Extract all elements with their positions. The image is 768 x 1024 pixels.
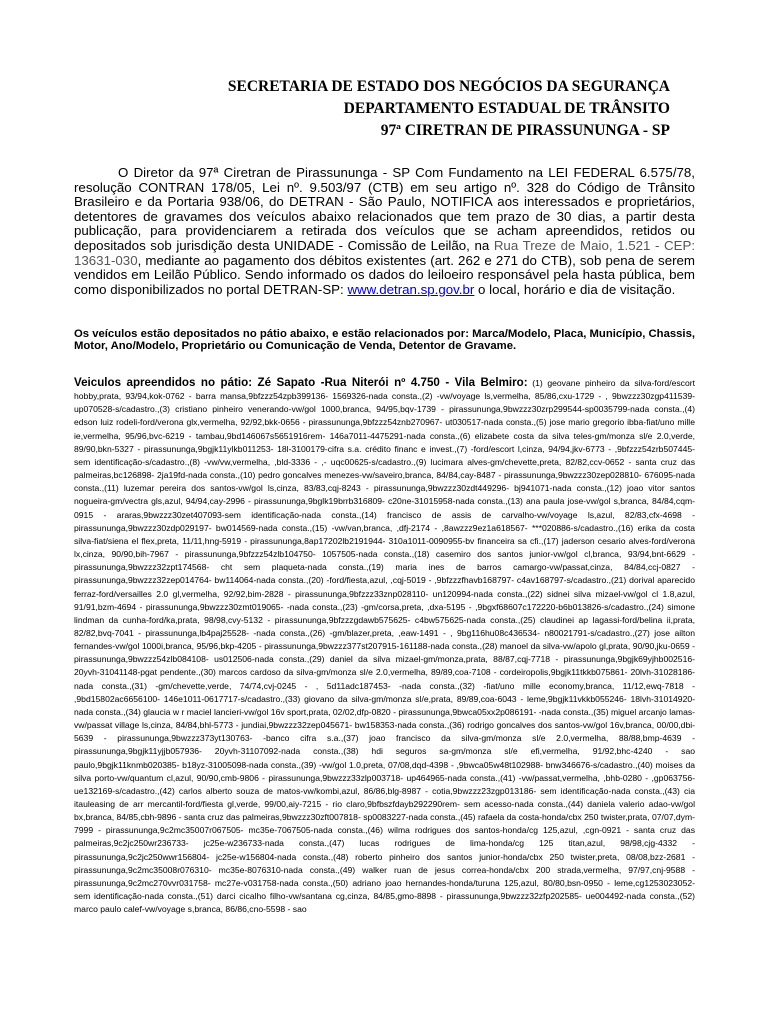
header-secretaria: SECRETARIA DE ESTADO DOS NEGÓCIOS DA SEGURANÇA — [227, 78, 670, 95]
document-header — [150, 76, 670, 142]
notice-text-part2: , mediante ao pagamento dos débitos existentes (art. 262 e 271 do CTB), sob pena de serem vendidos em Leilão Público. Sendo informado os dados do leiloeiro responsável pela hasta pública, bem como disponibilizados no portal DETRAN-SP: — [74, 252, 695, 297]
vehicles-summary: Os veículos estão depositados no pátio abaixo, e estão relacionados por: Marca/Modelo, Placa, Município, Chassis, Motor, Ano/Modelo, Proprietário ou Comunicação de Venda, Detentor de Gravame. — [74, 328, 695, 353]
detran-portal-link[interactable]: www.detran.sp.gov.br — [347, 281, 475, 297]
header-departamento: DEPARTAMENTO ESTADUAL DE TRÂNSITO — [343, 100, 670, 117]
header-ciretran: 97ª CIRETRAN DE PIRASSUNUNGA - SP — [380, 122, 670, 139]
listing-body: (1) geovane pinheiro da silva-ford/escort hobby,prata, 93/94,kok-0762 - barra mansa,9bfzzz54zpb399136- 1569326-nada consta.,(2) -vw/voyage ls,vermelha, 85/86,cxu-1729 - , 9bwzzz30zgp411539- up070528-s/cadastro.,(3) cristiano pinheiro venerando-vw/gol 1000,branca, 94/95,bqv-1739 - pirassununga,9bwzzz30zrp299544-sp0035799-nada consta.,(4) edson luiz rodeli-ford/verona glx,vermelha, 92/92,bkk-0656 - pirassununga,9bfzzz54znb270967- ut030517-nada consta.,(5) jose mario gregorio ibba-fiat/uno mille ie,vermelha, 95/96,bvc-6219 - tambau,9bd146067s5651916rem- 146a7011-4475291-nada consta.,(6) elizabete costa da silva teles-gm/monza sl/e 2.0,verde, 89/90,bkn-5327 - pirassununga,9bgjk11ylkb011253- 18l-3100179-cifra s.a. crédito financ e invest.,(7) -ford/escort l,cinza, 94/94,jkv-6773 - ,9bfzzz54zrb507445- sem identificação-s/cadastro.,(8) -vw/vw,vermelha, ,bld-3336 - ,- uqc00625-s/cadastro.,(9) lucimara alves-gm/chevette,preta, 82/82,ccv-0652 - santa cruz das palmeiras,bc126898- 2ja19fd-nada consta.,(10) pedro goncalves menezes-vw/saveiro,branca, 84/84,cay-8487 - pirassununga,9bwzzz30zep028810- 676095-nada consta.,(11) luzemar pereira dos santos-vw/gol ls,cinza, 83/83,cqj-8243 - pirassununga,9bwzzz30zdt449296- bj941071-nada consta.,(12) joao vitor santos nogueira-gm/vectra gls,azul, 94/94,cay-2996 - pirassununga,9bglk19brrb316809- c20ne-31015958-nada consta.,(13) ana paula jose-vw/gol s,branca, 84/84,cqm-0915 - araras,9bwzzz30zet407093-sem identificação-nada consta.,(14) francisco de assis de carvalho-vw/voyage ls,azul, 82/83,cfx-4698 - pirassununga,9bwzzz30zdp029197- bw014569-nada consta.,(15) -vw/van,branca, ,dfj-2174 - ,8awzzz9ez1a618567- ***020886-s/cadastro.,(16) erika da costa silva-fiat/siena el flex,preta, 11/11,hng-5919 - pirassununga,8ap17202lb2191944- 310a1011-0090955-bv financeira sa cfi.,(17) jaderson cesario alves-ford/verona lx,cinza, 90/90,bih-7967 - pirassununga,9bfzzz54zlb104750- 1057505-nada consta.,(18) casemiro dos santos junior-vw/gol cl,branca, 93/94,bnt-6629 - pirassununga,9bwzzz32zpt174568- cht sem plaqueta-nada consta.,(19) maria ines de barros camargo-vw/passat,cinza, 84/84,ccj-0827 - pirassununga,9bwzzz32zep014764- bw114064-nada consta.,(20) -ford/fiesta,azul, ,cqj-5019 - ,9bfzzzfhavb168797- c4av168797-s/cadastro.,(21) dorival aparecido ferraz-ford/versailles 2.0 gl,vermelha, 92/92,bim-2828 - pirassununga,9bfzzz33znp028110- un120994-nada consta.,(22) sidnei silva mizael-vw/gol cl 1.8,azul, 91/91,bzm-4694 - pirassununga,9bwzzz30zmt019065- -nada consta.,(23) -gm/corsa,preta, ,dxa-5195 - ,9bgxf68607c172220-b6b013826-s/cadastro.,(24) simone lindman da cunha-ford/ka,prata, 98/98,cvy-5132 - pirassununga,9bfzzzgdawb575625- c4bw575625-nada consta.,(25) claudinei ap lagassi-ford/belina ii,prata, 82/82,bvq-7041 - pirassununga,lb4paj25528- -nada consta.,(26) -gm/blazer,preta, ,eaw-1491 - , 9bg116hu08c436534- n80021791-s/cadastro.,(27) jose ailton fernandes-vw/gol 1000i,branca, 95/96,bkp-4205 - pirassununga,9bwzzz377st207915-161188-nada consta.,(28) manoel da silva-vw/apolo gl,prata, 90/90,jku-0659 - pirassununga,9bwzzz54zlb084108- us012506-nada consta.,(29) daniel da silva mizael-gm/monza,prata, 88/87,cqj-7718 - pirassununga,9bgjk69yjhb002516- 20yvh-31041148-pgat pendente.,(30) marcos cardoso da silva-gm/monza sl/e 2.0,vermelha, 89/89,coa-7108 - cordeiropolis,9bgjk11tkkb075861- 20lvh-31028186-nada consta.,(31) -gm/chevette,verde, 74/74,cvj-0245 - , 5d11adc187453- -nada consta.,(32) -fiat/uno mille economy,branca, 11/12,ewq-7818 - ,9bd15802ac6656100- 146e1011-0617717-s/cadastro.,(33) giovano da silva-gm/monza sl/e,prata, 89/89,coa-6043 - leme,9bgjk11vkkb055246- 18lvh-31014920-nada consta.,(34) glaucia w r maciel lancieri-vw/gol 16v sport,prata, 02/02,dfp-0820 - pirassununga,9bwca05xx2p086191- -nada consta.,(35) miguel arcanjo lamas-vw/passat village ls,cinza, 84/84,bhl-5773 - jundiai,9bwzzz32zep045671- bw158353-nada consta.,(36) rodrigo goncalves dos santos-vw/gol 16v,branca, 00/00,dbi-5639 - pirassununga,9bwzzz373yt130763- -banco cifra s.a.,(37) joao francisco da silva-gm/monza sl/e 2.0,vermelha, 88/88,bmp-4639 - pirassununga,9bgjk11yjjb057936- 20yvh-31107092-nada consta.,(38) hdi seguros sa-gm/monza sl/e efi,vermelha, 91/92,bhc-4240 - sao paulo,9bgjk11knmb020385- b18yz-31005098-nada consta.,(39) -vw/gol 1.0,preta, 07/08,dqd-4398 - ,9bwca05w48t102988- bnw346676-s/cadastro.,(40) moises da silva porto-vw/quantum cl,azul, 90/90,cmb-9806 - pirassununga,9bwzzz33zlp003718- up464965-nada consta.,(41) -vw/passat,vermelha, ,bhb-0280 - ,gp063756- ue132169-s/cadastro.,(42) carlos alberto souza de matos-vw/kombi,azul, 86/86,blg-8987 - cotia,9bwzzz23zgp013186- sem identificação-nada consta.,(43) cia itauleasing de arr mercantil-ford/fiesta gl,verde, 99/00,aiy-7215 - rio claro,9bfbszfdayb292290rem- sem acesso-nada consta.,(44) daniela valerio adao-vw/gol bx,branca, 84/85,cbh-9896 - santa cruz das palmeiras,9bwzzz30zft007818- sp0083227-nada consta.,(45) rafaela da costa-honda/cbx 250 twister,prata, 07/07,dym-7999 - pirassununga,9c2mc35007r067505- mc35e-7067505-nada consta.,(46) wilma rodrigues dos santos-honda/cg 125,azul, ,cgn-0921 - santa cruz das palmeiras,9c2jc250wr236733- jc25e-w236733-nada consta.,(47) lucas rodrigues de lima-honda/cg 125 titan,azul, 98/98,cjg-4332 - pirassununga,9c2jc250wwr156804- jc25e-w156804-nada consta.,(48) roberto pinheiro dos santos junior-honda/cbx 250 twister,preta, 08/08,bzz-2681 - pirassununga,9c2mc35008r076310- mc35e-8076310-nada consta.,(49) walker ruan de jesus correa-honda/cbx 200 strada,vermelha, 97/97,cnj-9588 - pirassununga,9c2mc270vvr031758- mc27e-v031758-nada consta.,(50) adriano joao hernandes-honda/turuna 125,azul, 80/80,bsn-0950 - leme,cg1253023052- sem identificação-nada consta.,(51) darci cicalho filho-vw/santana cg,cinza, 84/85,gmo-8898 - pirassununga,9bwzzz32zfp202585- ue004492-nada consta.,(52) marco paulo calef-vw/voyage s,branca, 86/86,cno-5598 - sao — [74, 378, 695, 915]
listing-lead: Veiculos apreendidos no pátio: Zé Sapato -Rua Niterói nº 4.750 - Vila Belmiro: — [74, 376, 528, 389]
notice-address: Rua Treze de Maio, 1.521 - CEP: 13631-030 — [74, 237, 696, 268]
notice-text-end: o local, horário e dia de visitação. — [474, 281, 676, 297]
vehicle-listing — [74, 376, 695, 916]
notice-text-part1: O Diretor da 97ª Ciretran de Pirassununga - SP Com Fundamento na LEI FEDERAL 6.575/78, resolução CONTRAN 178/05, Lei nº. 9.503/97 (CTB) em seu artigo nº. 328 do Código de Trânsito Brasileiro e da Portaria 938/06, do DETRAN - São Paulo, NOTIFICA aos interessados e proprietários, detentores de gravames dos veículos abaixo relacionados que tem prazo de 30 dias, a partir desta publicação, para providenciarem a retirada dos veículos que se acham apreendidos, retidos ou depositados sob jurisdição desta UNIDADE - Comissão de Leilão, na — [74, 165, 695, 253]
notice-paragraph — [74, 166, 695, 297]
